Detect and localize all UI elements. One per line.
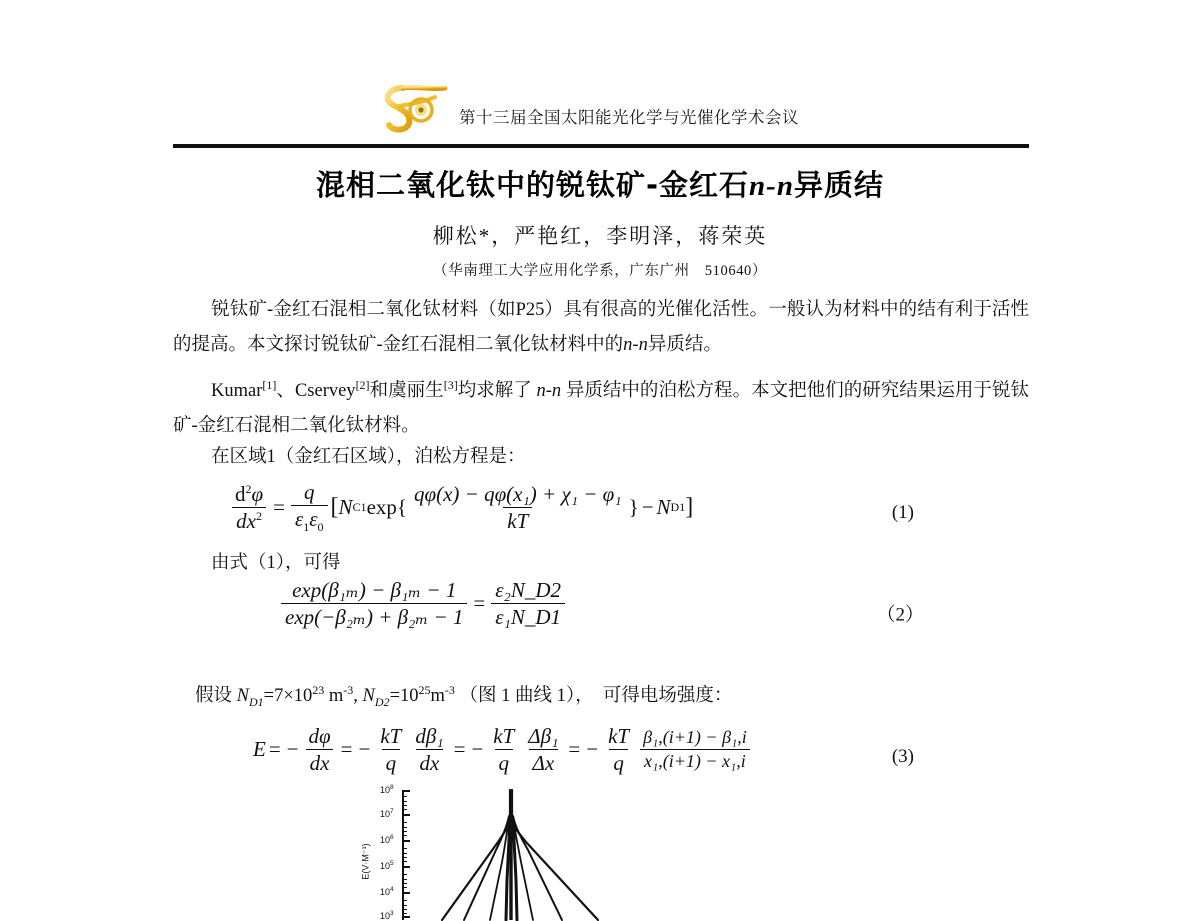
title-part-2: 异质结 [793,168,884,202]
y-tick-label: $10^3$ [380,910,394,921]
header-divider [173,144,1029,148]
eq2-lhs-denominator: exp(−β₂ₘ) + β₂ₘ − 1 [281,603,467,629]
equation-1-body [228,480,693,535]
affiliation-text: （华南理工大学应用化学系，广东广州 510640） [433,263,767,279]
page-header [173,78,1029,146]
eq3-term-3a-num: kT [493,724,515,748]
citation-ref-2: [2] [355,378,370,392]
figure-y-axis-label: E(V·M⁻¹) [360,843,371,880]
p4-value-1: =7×10 [263,686,313,707]
eq1-NC: N [338,495,353,520]
p4-value-2: =10 [389,686,419,707]
eq3-term-1-den: dx [306,749,334,775]
eq1-q: q [304,480,315,504]
paragraph-4 [173,673,1029,720]
equation-3-number: (3) [891,746,914,767]
eq3-equals-4: = [568,737,581,762]
citation-author-1: Kumar [211,381,263,402]
citation-separator-1: 、 [276,381,295,402]
eq3-term-1-num: dφ [308,724,331,748]
p4-nd2: N [362,686,375,707]
p4-unit-2: m [430,686,445,707]
p4-exp-1: 23 [312,683,325,697]
electric-field-profile-figure [352,784,652,921]
author-names: 柳松*，严艳红，李明泽，蒋荣英 [432,224,768,248]
eq2-equals: = [473,591,486,616]
y-tick-label: $10^5$ [380,860,394,871]
eq1-ND-sub: D1 [670,500,686,515]
citation-ref-1: [1] [262,378,277,392]
eq1-dx: dx [236,509,256,534]
equation-1-number: (1) [891,502,914,523]
eq3-term-4b-den: x₁,(i+1) − x₁,i [640,749,750,772]
paragraph-1 [173,293,1029,363]
paragraph-eq2-lead-text: 由式（1），可得 [211,553,341,573]
author-list [0,220,1200,250]
affiliation [0,259,1200,280]
curve-2-left [464,816,509,920]
paragraph-3-text: 在区域1（金红石区域），泊松方程是： [211,447,526,467]
eq1-ND: N [656,495,671,520]
eq1-lhs-denominator [232,507,266,533]
figure-curves [402,790,652,920]
eq1-bracket-open: [ [330,494,339,521]
paragraph-2-nn: n-n [536,381,562,402]
eq3-term-2b [411,724,447,775]
eq1-d: d [235,481,246,506]
paragraph-3 [173,440,1029,475]
p4-tail: 可得电场强度： [602,686,733,707]
eq1-eps0: ε [309,507,318,532]
eq3-equals-2: = [340,737,353,762]
figure-plot-area [380,784,652,921]
eq1-brace-close: } [628,495,639,520]
p4-unit-1-exp: -3 [343,683,354,697]
curve-2-right [513,816,562,920]
page-title [0,163,1200,204]
eq1-eps-product [291,505,328,535]
paragraph-2 [173,368,1029,444]
eq3-sign-3: − [471,737,484,762]
eq2-lhs-numerator: exp(β₁ₘ) − β₁ₘ − 1 [292,578,457,602]
equation-2-number: （2） [876,604,924,626]
p4-figure-ref: （图 1 曲线 1）， [459,686,594,707]
eq3-term-2a-den: q [382,749,401,775]
p4-exp-2: 25 [418,683,431,697]
eq3-term-4b [639,727,751,771]
eq1-exp-argument [410,482,626,533]
paragraph-eq2-lead [173,546,1029,581]
curve-1-right [512,790,598,920]
eq3-term-3b-den: Δx [529,749,559,775]
p4-unit-2-exp: -3 [444,683,455,697]
equation-2-row [173,578,1029,648]
eq1-lhs-numerator [231,482,267,507]
citation-author-2: Cservey [294,381,356,402]
paragraph-1-line-b: 结有利于活性的提高。本文探讨锐钛矿-金红石混相二氧化钛材料中的 [173,300,1029,355]
eq3-sign-4: − [586,737,599,762]
eq2-rhs-fraction [491,578,565,629]
eq2-lhs-fraction [281,578,467,629]
citation-separator-2: 和虞丽生 [369,381,444,402]
p4-unit-1: m [328,686,344,707]
eq3-term-2b-den: dx [416,749,444,775]
eq1-bracket-close: ] [685,494,694,521]
eq3-term-3a [489,724,518,775]
eq1-eps1-sub: 1 [303,520,310,535]
eq3-term-2a-num: kT [380,724,402,748]
equation-3-row [173,722,1029,792]
p4-nd2-sub: D2 [374,694,390,709]
eq3-equals-3: = [453,737,466,762]
eq3-term-4a [604,724,633,775]
conference-name: 第十三届全国太阳能光化学与光催化学术会议 [459,108,799,127]
eq1-NC-sub: C1 [352,500,367,515]
conference-logo-icon [373,80,459,136]
title-latin-nn: n-n [749,170,794,202]
paragraph-1-line-c: 异质结。 [647,335,722,355]
curve-1-left [442,790,510,920]
eq1-dx-exp: 2 [255,509,262,524]
eq1-q-over-eps [291,480,328,535]
eq3-sign-1: − [286,737,299,762]
equation-2-body [278,578,568,629]
eq1-equals: = [273,495,285,520]
eq3-term-4a-den: q [609,749,628,775]
eq1-exp-denominator: kT [503,507,532,533]
eq1-eps0-sub: 0 [317,520,324,535]
p4-lead: 假设 [195,686,233,707]
eq3-E: E [253,737,266,762]
eq1-d-exp: 2 [245,481,252,496]
paragraph-1-line-a: 锐钛矿-金红石混相二氧化钛材料（如P25）具有很高的光催化活性。一般认为材料中的 [211,300,918,320]
eq1-lhs-fraction [231,482,267,533]
eq1-exp-numerator: qφ(x) − qφ(x₁) + χ₁ − φ₁ [413,481,622,506]
citation-ref-3: [3] [443,378,458,392]
eq3-term-1 [305,724,335,775]
eq3-sign-2: − [358,737,371,762]
paragraph-2-mid: 均求解了 [457,381,532,402]
eq3-term-4b-num: β₁,(i+1) − β₁,i [643,727,747,748]
equation-1-row [173,478,1029,548]
title-part-1: 混相二氧化钛中的锐钛矿-金红石 [316,168,750,202]
eq3-term-3a-den: q [495,749,514,775]
eq3-term-3b-num: Δβ₁ [528,724,559,748]
p4-nd1: N [236,686,249,707]
eq2-rhs-denominator: ε₁N_D1 [491,603,565,629]
y-tick-label: $10^7$ [380,808,394,819]
eq3-equals-1: = [268,737,281,762]
paragraph-2-tail: 异质结中的泊松方程。本文把他们的研究结果运用于锐钛矿-金红石混相二氧化钛材料。 [173,381,1029,437]
eq3-term-2a [376,724,405,775]
eq3-term-3b [524,724,562,775]
paragraph-1-nn: n-n [623,335,648,355]
equation-3-body [253,724,754,775]
eq3-term-4a-num: kT [608,724,630,748]
eq1-minus: − [641,495,654,520]
y-tick-label: $10^8$ [380,784,394,795]
eq1-eps1: ε [294,507,304,532]
eq1-exp-open: exp{ [366,495,407,520]
eq1-phi: φ [251,481,264,506]
p4-comma: , [353,686,358,707]
y-tick-label: $10^4$ [380,886,394,897]
eq2-rhs-numerator: ε₂N_D2 [495,578,562,602]
p4-nd1-sub: D1 [248,694,264,709]
eq3-term-2b-num: dβ₁ [415,724,444,748]
y-tick-label: $10^6$ [380,834,394,845]
